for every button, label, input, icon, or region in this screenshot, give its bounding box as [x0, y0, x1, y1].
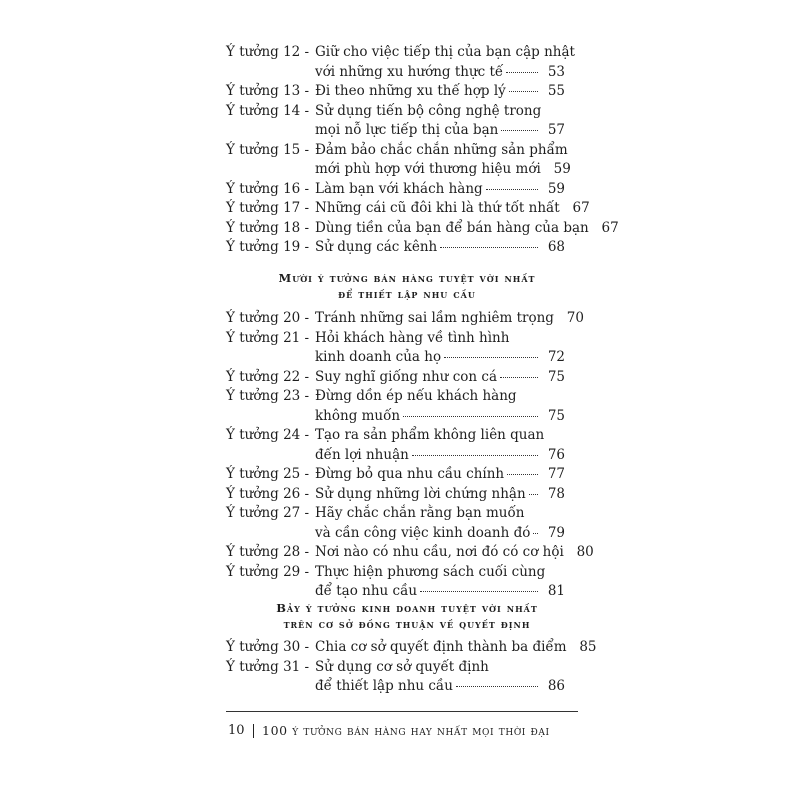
idea-number: Ý tưởng 14 -	[226, 102, 310, 119]
entry-title-text: để thiết lập nhu cầu	[315, 678, 453, 694]
idea-number: Ý tưởng 24 -	[226, 427, 310, 443]
entry-title	[315, 141, 571, 180]
entry-page-number: 70	[566, 310, 584, 326]
entry-title-text: mọi nỗ lực tiếp thị của bạn	[315, 122, 499, 138]
section-heading-line: Mười ý tưởng bán hàng tuyệt vời nhất	[278, 271, 536, 285]
entry-title-text: Hỏi khách hàng về tình hình	[315, 329, 510, 346]
dot-leader	[456, 675, 538, 687]
footer-page-number: 10	[228, 723, 245, 738]
entry-page-number: 59	[553, 161, 571, 177]
idea-number: Ý tưởng 28 -	[226, 544, 310, 560]
entry-title	[315, 82, 565, 102]
dot-leader	[529, 483, 538, 495]
idea-number: Ý tưởng 27 -	[226, 505, 310, 521]
entry-title-text: Đừng dồn ép nếu khách hàng	[315, 388, 517, 404]
entry-title-line	[315, 407, 565, 427]
toc-entry[interactable]	[226, 563, 584, 602]
entry-page-number: 78	[547, 485, 565, 502]
idea-number: Ý tưởng 23 -	[226, 388, 310, 404]
idea-number: Ý tưởng 17 -	[226, 200, 310, 216]
entry-title-line	[315, 524, 565, 544]
toc-entry[interactable]	[226, 199, 590, 219]
entry-page-number: 80	[576, 544, 594, 560]
entry-title	[315, 238, 565, 258]
entry-title	[315, 426, 565, 465]
entry-title	[315, 485, 565, 505]
dot-leader	[500, 366, 538, 378]
entry-title-text: Đảm bảo chắc chắn những sản phẩm	[315, 141, 568, 158]
entry-title-line	[315, 238, 565, 258]
entry-title-text: và cần công việc kinh doanh đó	[315, 524, 531, 541]
entry-title-text: Thực hiện phương sách cuối cùng	[315, 563, 546, 580]
entry-title-text: mới phù hợp với thương hiệu mới	[315, 161, 541, 177]
entry-title	[315, 180, 565, 200]
toc-entry[interactable]	[226, 102, 584, 141]
entry-title-text: Hãy chắc chắn rằng bạn muốn	[315, 505, 525, 521]
entry-page-number: 68	[547, 239, 565, 255]
idea-number: Ý tưởng 26 -	[226, 485, 310, 502]
entry-title-text: Giữ cho việc tiếp thị của bạn cập nhật	[315, 44, 575, 60]
entry-title	[315, 309, 584, 329]
entry-title-line	[315, 504, 565, 524]
toc-entry[interactable]	[226, 141, 584, 180]
entry-title-line	[315, 638, 597, 658]
idea-number: Ý tưởng 13 -	[226, 83, 310, 99]
dot-leader	[486, 178, 538, 190]
entry-title-text: Làm bạn với khách hàng	[315, 180, 483, 197]
toc-entry[interactable]	[226, 180, 584, 200]
entry-title	[315, 563, 565, 602]
entry-title-text: Đi theo những xu thế hợp lý	[315, 83, 506, 99]
entry-title-line	[315, 485, 565, 505]
section-heading-line: để thiết lập nhu cầu	[338, 287, 476, 301]
idea-number: Ý tưởng 22 -	[226, 368, 310, 385]
entry-title-text: Dùng tiền của bạn để bán hàng của bạn	[315, 219, 589, 236]
toc-section	[226, 43, 619, 258]
entry-title-line	[315, 121, 565, 141]
entry-title-text: Tránh những sai lầm nghiêm trọng	[315, 310, 554, 326]
entry-title-line	[315, 368, 565, 388]
toc-entry[interactable]	[226, 309, 584, 329]
dot-leader	[533, 522, 538, 534]
entry-title-text: Suy nghĩ giống như con cá	[315, 368, 498, 385]
entry-title-text: Tạo ra sản phẩm không liên quan	[315, 427, 545, 443]
toc-entry[interactable]	[226, 329, 584, 368]
page-footer	[228, 722, 550, 740]
entry-page-number: 57	[547, 122, 565, 138]
entry-page-number: 86	[547, 678, 565, 694]
entry-page-number: 85	[579, 639, 597, 655]
entry-page-number: 75	[547, 407, 565, 424]
dot-leader	[444, 346, 538, 358]
entry-title-text: Sử dụng tiến bộ công nghệ trong	[315, 102, 542, 119]
idea-number: Ý tưởng 31 -	[226, 658, 310, 675]
dot-leader	[440, 236, 538, 248]
entry-page-number: 75	[547, 368, 565, 385]
footer-separator	[253, 724, 255, 738]
entry-title	[315, 658, 565, 697]
entry-page-number: 53	[547, 63, 565, 80]
entry-title-text: đến lợi nhuận	[315, 446, 409, 463]
entry-page-number: 55	[547, 83, 565, 99]
entry-title-text: không muốn	[315, 407, 401, 424]
entry-page-number: 79	[547, 524, 565, 541]
entry-title-text: với những xu hướng thực tế	[315, 63, 504, 80]
toc-entry[interactable]	[226, 43, 584, 82]
section-heading-line: trên cơ sở đồng thuận về quyết định	[283, 617, 531, 631]
entry-page-number: 76	[547, 446, 565, 463]
entry-title	[315, 43, 575, 82]
toc-entry[interactable]	[226, 543, 594, 563]
idea-number: Ý tưởng 15 -	[226, 141, 310, 158]
entry-title-line	[315, 677, 565, 697]
entry-title	[315, 329, 565, 368]
footer-divider	[226, 711, 578, 712]
section-heading	[226, 270, 588, 302]
toc-entry[interactable]	[226, 238, 584, 258]
entry-title-text: để tạo nhu cầu	[315, 583, 418, 599]
idea-number: Ý tưởng 29 -	[226, 563, 310, 580]
entry-title-text: Sử dụng các kênh	[315, 239, 438, 255]
entry-title-line	[315, 309, 584, 329]
entry-title	[315, 543, 594, 563]
entry-page-number: 59	[547, 180, 565, 197]
entry-title	[315, 504, 565, 543]
entry-page-number: 67	[572, 200, 590, 216]
entry-title-line	[315, 180, 565, 200]
dot-leader	[420, 580, 538, 592]
dot-leader	[501, 119, 538, 131]
entry-title-text: kinh doanh của họ	[315, 349, 442, 365]
dot-leader	[509, 80, 538, 92]
entry-title	[315, 368, 565, 388]
toc-entry[interactable]	[226, 485, 584, 505]
toc-entry[interactable]	[226, 658, 584, 697]
section-heading	[226, 600, 588, 632]
idea-number: Ý tưởng 21 -	[226, 329, 310, 346]
entry-page-number: 67	[601, 219, 619, 236]
dot-leader	[507, 463, 538, 475]
entry-title-text: Chia cơ sở quyết định thành ba điểm	[315, 639, 567, 655]
toc-entry[interactable]	[226, 638, 597, 658]
toc-entry[interactable]	[226, 387, 584, 426]
section-heading-line: Bảy ý tưởng kinh doanh tuyệt vời nhất	[276, 601, 538, 615]
idea-number: Ý tưởng 18 -	[226, 219, 310, 236]
entry-title-line	[315, 582, 565, 602]
entry-page-number: 81	[547, 583, 565, 599]
idea-number: Ý tưởng 19 -	[226, 239, 310, 255]
entry-page-number: 72	[547, 349, 565, 365]
entry-title-line	[315, 465, 565, 485]
dot-leader	[506, 61, 538, 73]
entry-title-text: Nơi nào có nhu cầu, nơi đó có cơ hội	[315, 544, 564, 560]
entry-page-number: 77	[547, 466, 565, 482]
entry-title-text: Sử dụng những lời chứng nhận	[315, 485, 526, 502]
idea-number: Ý tưởng 30 -	[226, 639, 310, 655]
toc-section	[226, 638, 597, 697]
entry-title-text: Những cái cũ đôi khi là thứ tốt nhất	[315, 200, 560, 216]
dot-leader	[412, 444, 538, 456]
entry-title	[315, 102, 565, 141]
entry-title-text: Sử dụng cơ sở quyết định	[315, 658, 489, 675]
entry-title-line	[315, 141, 568, 161]
footer-book-title: 100 ý tưởng bán hàng hay nhất mọi thời đại	[262, 723, 550, 738]
entry-title	[315, 638, 597, 658]
toc-section	[226, 309, 594, 602]
entry-title	[315, 387, 565, 426]
entry-title-line	[315, 199, 590, 219]
entry-title-text: Đừng bỏ qua nhu cầu chính	[315, 466, 505, 482]
entry-title-line	[315, 543, 594, 563]
idea-number: Ý tưởng 25 -	[226, 466, 310, 482]
toc-entry[interactable]	[226, 368, 584, 388]
entry-title	[315, 199, 590, 219]
dot-leader	[403, 405, 538, 417]
idea-number: Ý tưởng 20 -	[226, 310, 310, 326]
entry-title-line	[315, 82, 565, 102]
toc-entry[interactable]	[226, 82, 584, 102]
idea-number: Ý tưởng 12 -	[226, 44, 310, 60]
toc-entry[interactable]	[226, 426, 584, 465]
idea-number: Ý tưởng 16 -	[226, 180, 310, 197]
toc-entry[interactable]	[226, 504, 584, 543]
entry-title	[315, 465, 565, 485]
